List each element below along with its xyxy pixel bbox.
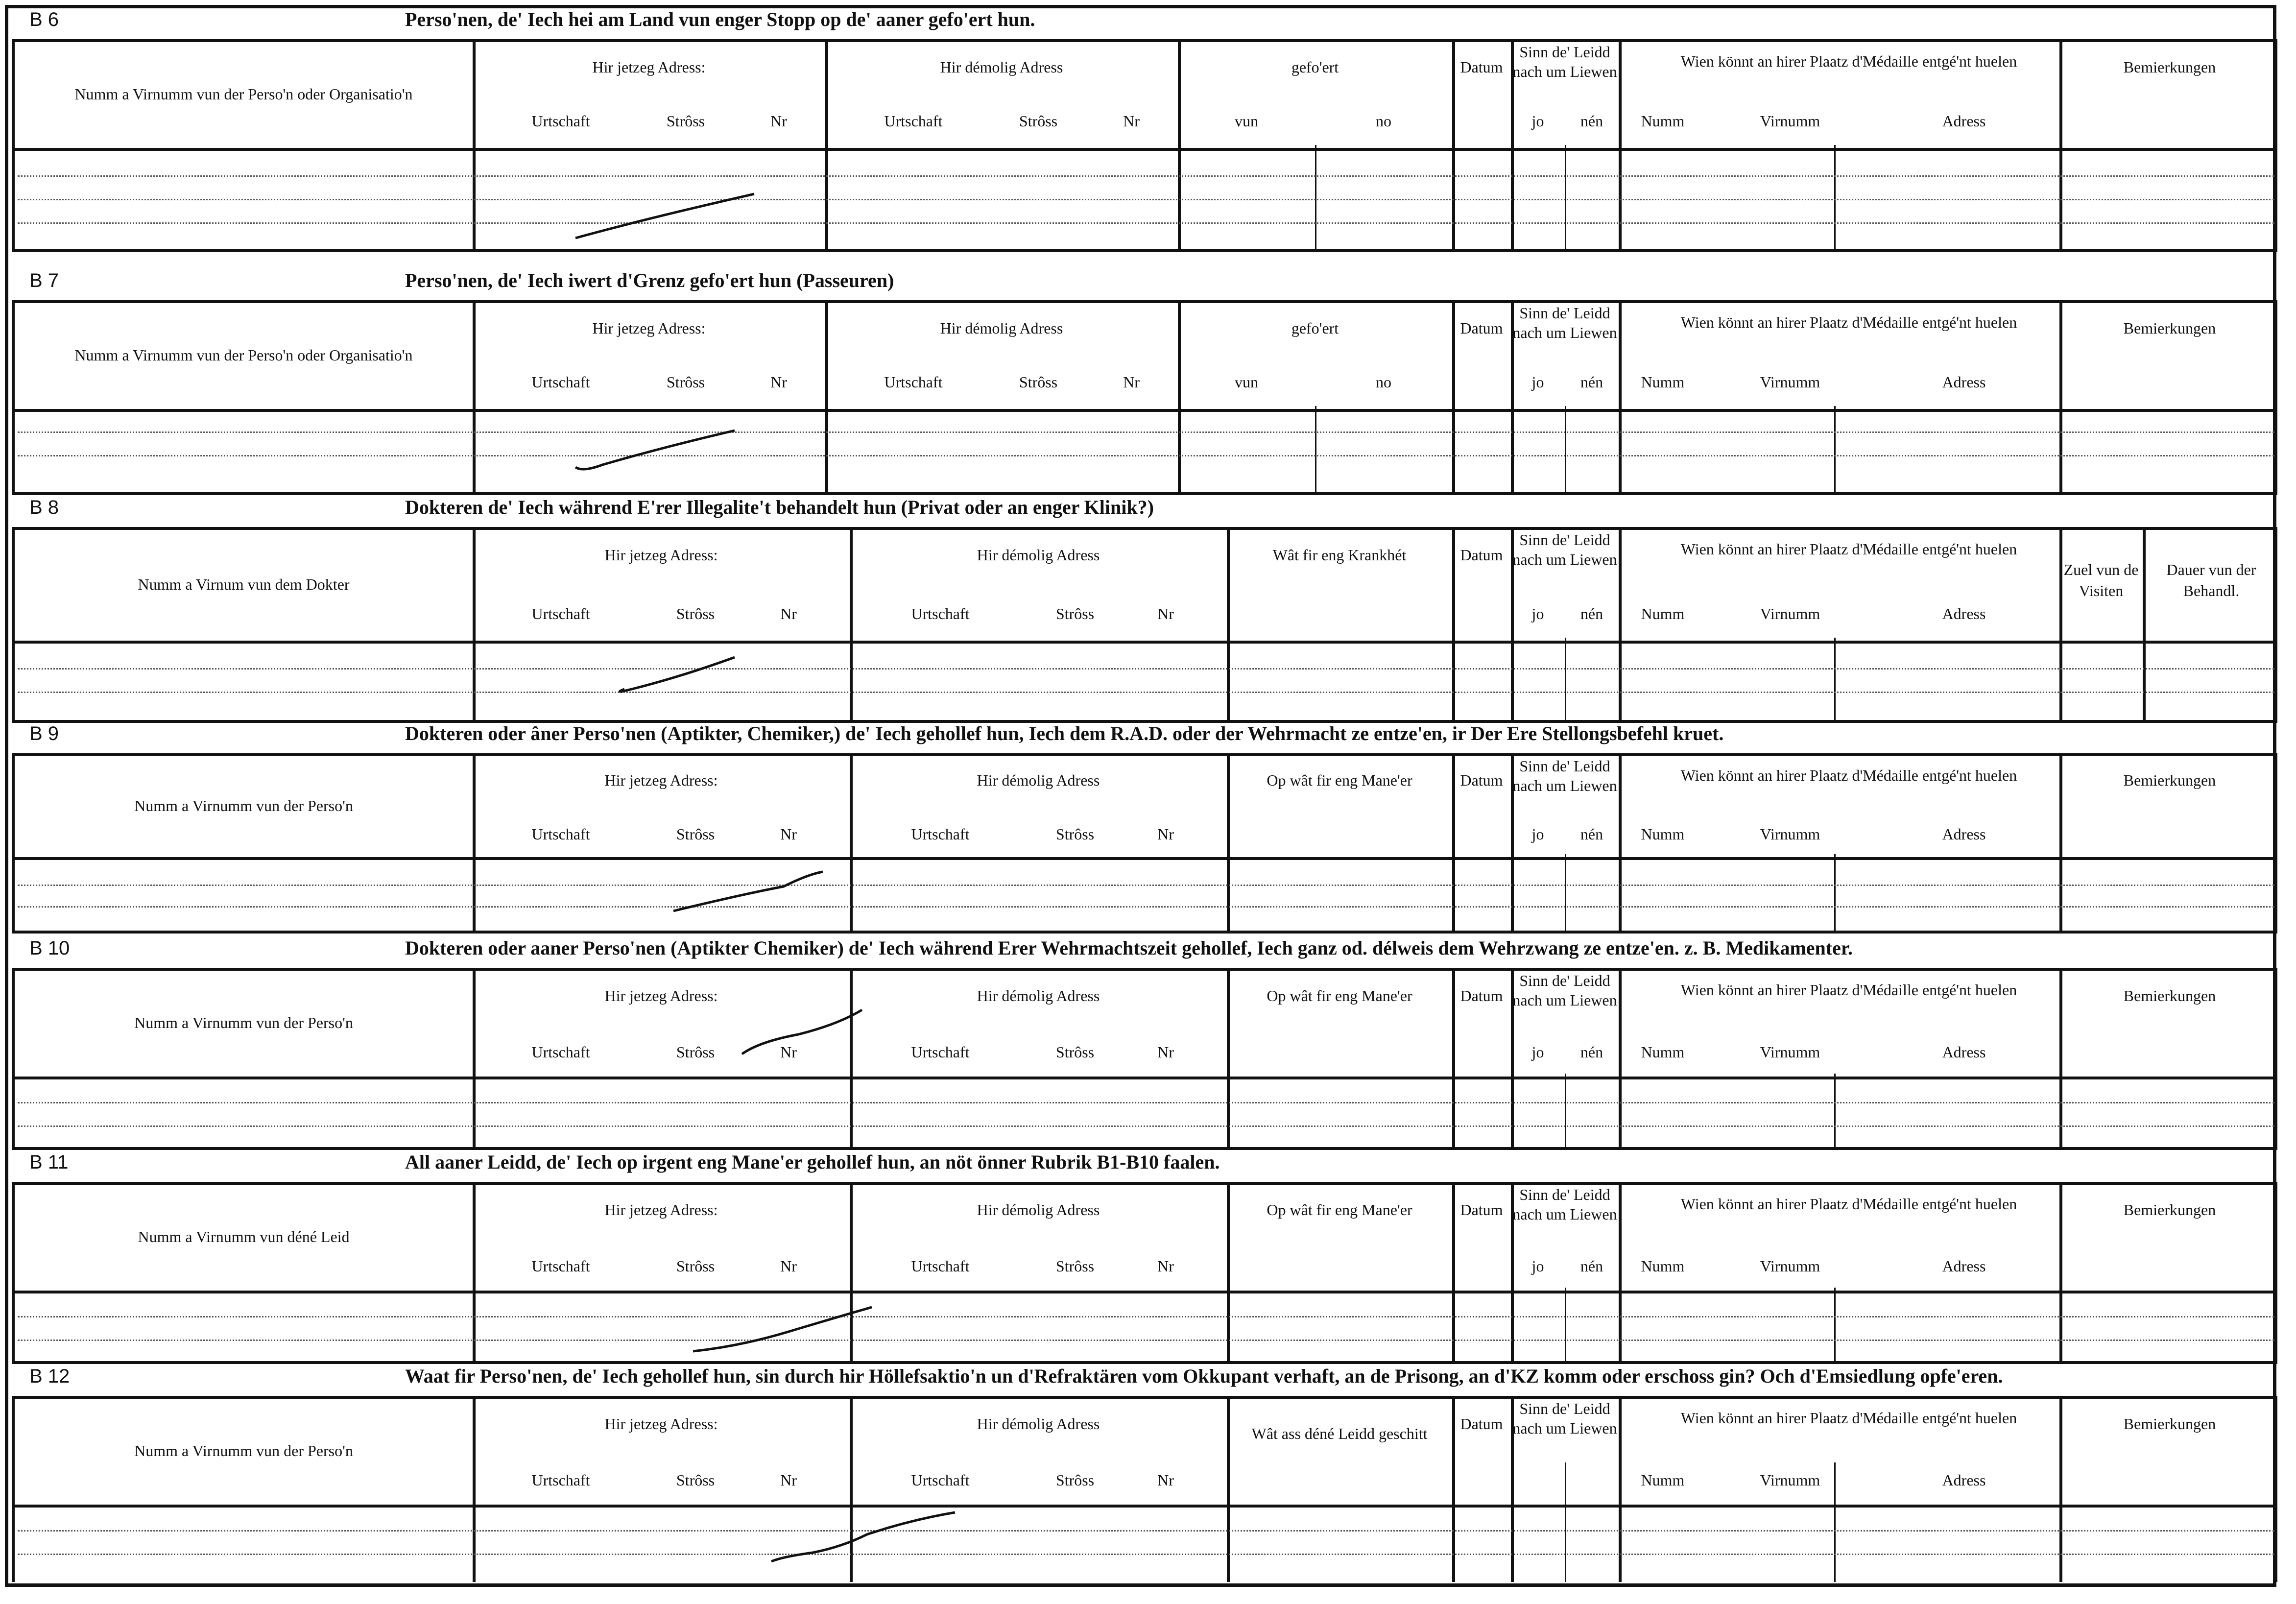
date-header: Datum xyxy=(1460,546,1503,564)
to-label: no xyxy=(1376,112,1391,130)
surname-label: Numm xyxy=(1641,825,1685,843)
date-header: Datum xyxy=(1460,319,1503,337)
pen-stroke xyxy=(573,189,759,243)
manner-header: Op wât fir eng Mane'er xyxy=(1267,1201,1412,1219)
medal-header: Wien könnt an hirer Plaatz d'Médaille entgé'nt huelen xyxy=(1680,1409,2017,1427)
name-header: Numm a Virnumm vun der Perso'n oder Organisatio'n xyxy=(74,346,413,364)
table-header xyxy=(15,971,2274,1079)
section-header xyxy=(12,267,2277,300)
current-address-header: Hir jetzeg Adress: xyxy=(604,987,718,1005)
locality-label: Urtschaft xyxy=(531,373,590,391)
section-code: B 7 xyxy=(29,270,59,291)
section-title: Perso'nen, de' Iech hei am Land vun enger Stopp op de' aaner gefo'ert hun. xyxy=(405,8,1035,30)
yes-label: jo xyxy=(1531,605,1544,622)
sense-header: Sinn de' Leidd nach um Liewen xyxy=(1512,531,1617,568)
number-label: Nr xyxy=(1157,825,1174,843)
remarks-header: Bemierkungen xyxy=(2123,319,2216,337)
former-address-header: Hir démolig Adress xyxy=(977,987,1100,1005)
locality-label: Urtschaft xyxy=(911,825,970,843)
medal-header: Wien könnt an hirer Plaatz d'Médaille entgé'nt huelen xyxy=(1680,52,2017,70)
current-address-header: Hir jetzeg Adress: xyxy=(604,771,718,789)
section-header xyxy=(12,1363,2277,1396)
section-b6 xyxy=(12,6,2277,265)
firstname-label: Virnumm xyxy=(1760,1471,1820,1489)
section-table xyxy=(12,1396,2277,1582)
locality-label: Urtschaft xyxy=(531,112,590,130)
from-label: vun xyxy=(1235,112,1258,130)
street-label: Strôss xyxy=(1019,373,1058,391)
locality-label: Urtschaft xyxy=(531,605,590,622)
name-header: Numm a Virnum vun dem Dokter xyxy=(138,575,350,593)
locality-label: Urtschaft xyxy=(531,1471,590,1489)
street-label: Strôss xyxy=(1055,1471,1095,1489)
pen-stroke xyxy=(671,867,828,916)
address-label: Adress xyxy=(1942,1043,1986,1061)
former-address-header: Hir démolig Adress xyxy=(977,771,1100,789)
yes-label: jo xyxy=(1531,1257,1544,1275)
street-label: Strôss xyxy=(1055,605,1095,622)
sense-header: Sinn de' Leidd nach um Liewen xyxy=(1512,43,1617,80)
firstname-label: Virnumm xyxy=(1760,605,1820,622)
table-header xyxy=(15,530,2274,644)
current-address-header: Hir jetzeg Adress: xyxy=(592,58,706,76)
no-label: nén xyxy=(1580,1043,1603,1061)
manner-header: Op wât fir eng Mane'er xyxy=(1267,987,1412,1005)
former-address-header: Hir démolig Adress xyxy=(977,1415,1100,1433)
sense-header: Sinn de' Leidd nach um Liewen xyxy=(1512,972,1617,1009)
section-header xyxy=(12,1149,2277,1182)
street-label: Strôss xyxy=(666,373,705,391)
locality-label: Urtschaft xyxy=(911,1257,970,1275)
number-label: Nr xyxy=(780,1043,797,1061)
manner-header: Op wât fir eng Mane'er xyxy=(1267,771,1412,789)
yes-label: jo xyxy=(1531,1043,1544,1061)
street-label: Strôss xyxy=(1019,112,1058,130)
section-header xyxy=(12,934,2277,968)
number-label: Nr xyxy=(780,605,797,622)
locality-label: Urtschaft xyxy=(531,1257,590,1275)
table-header xyxy=(15,303,2274,412)
pen-stroke xyxy=(740,1005,867,1059)
no-label: nén xyxy=(1580,825,1603,843)
name-header: Numm a Virnumm vun déné Leid xyxy=(138,1228,350,1245)
firstname-label: Virnumm xyxy=(1760,373,1820,391)
date-header: Datum xyxy=(1460,771,1503,789)
number-label: Nr xyxy=(780,1257,797,1275)
street-label: Strôss xyxy=(676,1471,715,1489)
street-label: Strôss xyxy=(1055,1043,1095,1061)
section-table xyxy=(12,39,2277,252)
number-label: Nr xyxy=(1157,1257,1174,1275)
section-title: All aaner Leidd, de' Iech op irgent eng Mane'er gehollef hun, an nöt önner Rubrik B1-B10 faalen. xyxy=(405,1151,1220,1173)
section-code: B 10 xyxy=(29,937,70,959)
street-label: Strôss xyxy=(676,1257,715,1275)
section-header xyxy=(12,494,2277,527)
table-header xyxy=(15,756,2274,860)
locality-label: Urtschaft xyxy=(884,112,943,130)
locality-label: Urtschaft xyxy=(884,373,943,391)
section-table xyxy=(12,527,2277,723)
street-label: Strôss xyxy=(676,605,715,622)
medal-header: Wien könnt an hirer Plaatz d'Médaille entgé'nt huelen xyxy=(1680,313,2017,331)
no-label: nén xyxy=(1580,605,1603,622)
former-address-header: Hir démolig Adress xyxy=(977,546,1100,564)
date-header: Datum xyxy=(1460,1415,1503,1433)
no-label: nén xyxy=(1580,373,1603,391)
medal-header: Wien könnt an hirer Plaatz d'Médaille entgé'nt huelen xyxy=(1680,540,2017,558)
number-label: Nr xyxy=(1157,1043,1174,1061)
sense-header: Sinn de' Leidd nach um Liewen xyxy=(1512,1186,1617,1223)
former-address-header: Hir démolig Adress xyxy=(977,1201,1100,1219)
section-table xyxy=(12,1182,2277,1364)
number-label: Nr xyxy=(780,825,797,843)
locality-label: Urtschaft xyxy=(911,1043,970,1061)
transported-header: gefo'ert xyxy=(1291,58,1339,76)
section-table xyxy=(12,300,2277,495)
pen-stroke xyxy=(691,1302,877,1356)
locality-label: Urtschaft xyxy=(911,1471,970,1489)
street-label: Strôss xyxy=(676,825,715,843)
section-code: B 9 xyxy=(29,723,59,744)
address-label: Adress xyxy=(1942,373,1986,391)
pen-stroke xyxy=(573,426,740,475)
address-label: Adress xyxy=(1942,825,1986,843)
firstname-label: Virnumm xyxy=(1760,112,1820,130)
no-label: nén xyxy=(1580,112,1603,130)
section-header xyxy=(12,720,2277,753)
firstname-label: Virnumm xyxy=(1760,1043,1820,1061)
section-code: B 8 xyxy=(29,497,59,518)
duration-header: Dauer vun der Behandl. xyxy=(2166,561,2256,600)
street-label: Strôss xyxy=(1055,1257,1095,1275)
remarks-header: Bemierkungen xyxy=(2123,771,2216,789)
current-address-header: Hir jetzeg Adress: xyxy=(592,319,706,337)
table-header xyxy=(15,1399,2274,1508)
yes-label: jo xyxy=(1531,825,1544,843)
number-label: Nr xyxy=(770,112,787,130)
section-b8 xyxy=(12,494,2277,724)
section-b7 xyxy=(12,267,2277,497)
number-label: Nr xyxy=(1157,1471,1174,1489)
remarks-header: Bemierkungen xyxy=(2123,58,2216,76)
street-label: Strôss xyxy=(1055,825,1095,843)
visits-header: Zuel vun de Visiten xyxy=(2063,561,2139,600)
table-header xyxy=(15,42,2274,151)
section-code: B 12 xyxy=(29,1365,70,1387)
medal-header: Wien könnt an hirer Plaatz d'Médaille entgé'nt huelen xyxy=(1680,981,2017,999)
locality-label: Urtschaft xyxy=(911,605,970,622)
number-label: Nr xyxy=(780,1471,797,1489)
sense-header: Sinn de' Leidd nach um Liewen xyxy=(1512,1400,1617,1437)
section-header xyxy=(12,6,2277,39)
address-label: Adress xyxy=(1942,1257,1986,1275)
section-title: Waat fir Perso'nen, de' Iech gehollef hun, sin durch hir Höllefsaktio'n un d'Refraktären vom Okkupant verhaft, an de Prisong, an d'KZ komm oder erschoss gin? Och d'Emsiedlung opfe'eren. xyxy=(405,1365,2003,1387)
current-address-header: Hir jetzeg Adress: xyxy=(604,1415,718,1433)
number-label: Nr xyxy=(770,373,787,391)
name-header: Numm a Virnumm vun der Perso'n xyxy=(134,1014,353,1031)
former-address-header: Hir démolig Adress xyxy=(940,58,1063,76)
section-table xyxy=(12,753,2277,934)
locality-label: Urtschaft xyxy=(531,1043,590,1061)
street-label: Strôss xyxy=(676,1043,715,1061)
sense-header: Sinn de' Leidd nach um Liewen xyxy=(1512,304,1617,341)
section-table xyxy=(12,968,2277,1150)
current-address-header: Hir jetzeg Adress: xyxy=(604,1201,718,1219)
name-header: Numm a Virnumm vun der Perso'n xyxy=(134,1442,353,1460)
surname-label: Numm xyxy=(1641,373,1685,391)
medal-header: Wien könnt an hirer Plaatz d'Médaille entgé'nt huelen xyxy=(1680,766,2017,784)
sense-header: Sinn de' Leidd nach um Liewen xyxy=(1512,757,1617,794)
firstname-label: Virnumm xyxy=(1760,1257,1820,1275)
section-title: Dokteren oder âner Perso'nen (Aptikter, Chemiker,) de' Iech gehollef hun, Iech dem R.A.D. oder der Wehrmacht ze entze'en, ir Der Ere Stellongsbefehl kruet. xyxy=(405,722,1724,744)
surname-label: Numm xyxy=(1641,112,1685,130)
firstname-label: Virnumm xyxy=(1760,825,1820,843)
yes-label: jo xyxy=(1531,112,1544,130)
surname-label: Numm xyxy=(1641,1257,1685,1275)
date-header: Datum xyxy=(1460,1201,1503,1219)
name-header: Numm a Virnumm vun der Perso'n xyxy=(134,797,353,814)
locality-label: Urtschaft xyxy=(531,825,590,843)
date-header: Datum xyxy=(1460,58,1503,76)
remarks-header: Bemierkungen xyxy=(2123,987,2216,1005)
surname-label: Numm xyxy=(1641,605,1685,622)
remarks-header: Bemierkungen xyxy=(2123,1415,2216,1433)
yes-label: jo xyxy=(1531,373,1544,391)
name-header: Numm a Virnumm vun der Perso'n oder Organisatio'n xyxy=(74,85,413,103)
no-label: nén xyxy=(1580,1257,1603,1275)
address-label: Adress xyxy=(1942,605,1986,622)
section-code: B 6 xyxy=(29,9,59,30)
number-label: Nr xyxy=(1157,605,1174,622)
section-b11 xyxy=(12,1149,2277,1364)
remarks-header: Bemierkungen xyxy=(2123,1201,2216,1219)
illness-header: Wât fir eng Krankhét xyxy=(1272,546,1407,564)
table-header xyxy=(15,1185,2274,1293)
section-b12 xyxy=(12,1363,2277,1588)
number-label: Nr xyxy=(1123,373,1140,391)
section-b10 xyxy=(12,934,2277,1150)
surname-label: Numm xyxy=(1641,1043,1685,1061)
number-label: Nr xyxy=(1123,112,1140,130)
transported-header: gefo'ert xyxy=(1291,319,1339,337)
section-code: B 11 xyxy=(29,1151,69,1173)
section-b9 xyxy=(12,720,2277,935)
pen-stroke xyxy=(612,652,740,696)
address-label: Adress xyxy=(1942,112,1986,130)
current-address-header: Hir jetzeg Adress: xyxy=(604,546,718,564)
from-label: vun xyxy=(1235,373,1258,391)
to-label: no xyxy=(1376,373,1391,391)
section-title: Dokteren oder aaner Perso'nen (Aptikter Chemiker) de' Iech während Erer Wehrmachtszeit gehollef, Iech ganz od. délweis dem Wehrzwang ze entze'en. z. B. Medikamenter. xyxy=(405,937,1853,959)
section-title: Perso'nen, de' Iech iwert d'Grenz gefo'ert hun (Passeuren) xyxy=(405,269,894,291)
pen-stroke xyxy=(769,1508,960,1566)
street-label: Strôss xyxy=(666,112,705,130)
date-header: Datum xyxy=(1460,987,1503,1005)
section-title: Dokteren de' Iech während E'rer Illegalite't behandelt hun (Privat oder an enger Klinik?) xyxy=(405,496,1154,518)
surname-label: Numm xyxy=(1641,1471,1685,1489)
address-label: Adress xyxy=(1942,1471,1986,1489)
medal-header: Wien könnt an hirer Plaatz d'Médaille entgé'nt huelen xyxy=(1680,1195,2017,1213)
former-address-header: Hir démolig Adress xyxy=(940,319,1063,337)
what-happened-header: Wât ass déné Leidd geschitt xyxy=(1251,1425,1428,1442)
